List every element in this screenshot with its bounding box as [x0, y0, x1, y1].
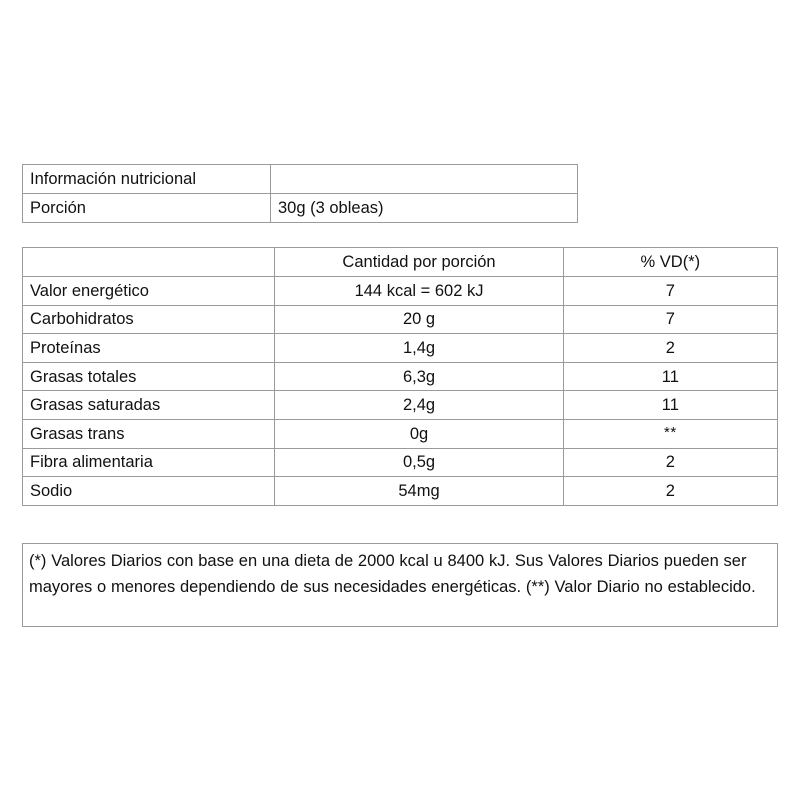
nutrient-amount: 0,5g	[275, 448, 563, 477]
nutrient-daily-value: 11	[563, 391, 777, 420]
nutrient-amount: 0g	[275, 419, 563, 448]
column-header-amount-per-portion: Cantidad por porción	[275, 248, 563, 277]
nutrient-name: Proteínas	[23, 334, 275, 363]
nutrient-amount: 6,3g	[275, 362, 563, 391]
nutrient-daily-value: 7	[563, 305, 777, 334]
nutrient-name: Grasas trans	[23, 419, 275, 448]
nutrient-name: Carbohidratos	[23, 305, 275, 334]
table-row	[23, 419, 778, 448]
nutrition-title-value	[271, 165, 578, 194]
nutrient-amount: 20 g	[275, 305, 563, 334]
nutrition-title-label: Información nutricional	[23, 165, 271, 194]
nutrient-amount: 1,4g	[275, 334, 563, 363]
nutrient-amount: 144 kcal = 602 kJ	[275, 277, 563, 306]
column-header-daily-value: % VD(*)	[563, 248, 777, 277]
nutrient-daily-value: 2	[563, 477, 777, 506]
nutrient-daily-value	[563, 419, 777, 448]
table-row	[23, 194, 578, 223]
table-row	[23, 391, 778, 420]
daily-value-footnote-marker: **	[664, 423, 677, 441]
nutrient-name: Sodio	[23, 477, 275, 506]
portion-label: Porción	[23, 194, 271, 223]
table-row	[23, 277, 778, 306]
table-row	[23, 448, 778, 477]
nutrient-daily-value: 11	[563, 362, 777, 391]
nutrient-facts-table	[22, 247, 778, 506]
table-row	[23, 305, 778, 334]
nutrient-daily-value: 2	[563, 448, 777, 477]
table-header-row	[23, 248, 778, 277]
table-row	[23, 477, 778, 506]
nutrient-amount: 2,4g	[275, 391, 563, 420]
nutrient-name: Grasas totales	[23, 362, 275, 391]
table-row	[23, 165, 578, 194]
nutrient-daily-value: 2	[563, 334, 777, 363]
portion-value: 30g (3 obleas)	[271, 194, 578, 223]
serving-information-table	[22, 164, 578, 223]
table-row	[23, 362, 778, 391]
column-header-nutrient	[23, 248, 275, 277]
table-row	[23, 334, 778, 363]
nutrient-name: Valor energético	[23, 277, 275, 306]
nutrient-name: Grasas saturadas	[23, 391, 275, 420]
nutrient-daily-value: 7	[563, 277, 777, 306]
nutrient-name: Fibra alimentaria	[23, 448, 275, 477]
footnote-box	[22, 543, 778, 627]
nutrient-amount: 54mg	[275, 477, 563, 506]
footnote-text: (*) Valores Diarios con base en una dieta de 2000 kcal u 8400 kJ. Sus Valores Diarios pueden ser mayores o menores dependiendo de sus necesidades energéticas. (**) Valor Diario no establecido.	[29, 552, 756, 596]
